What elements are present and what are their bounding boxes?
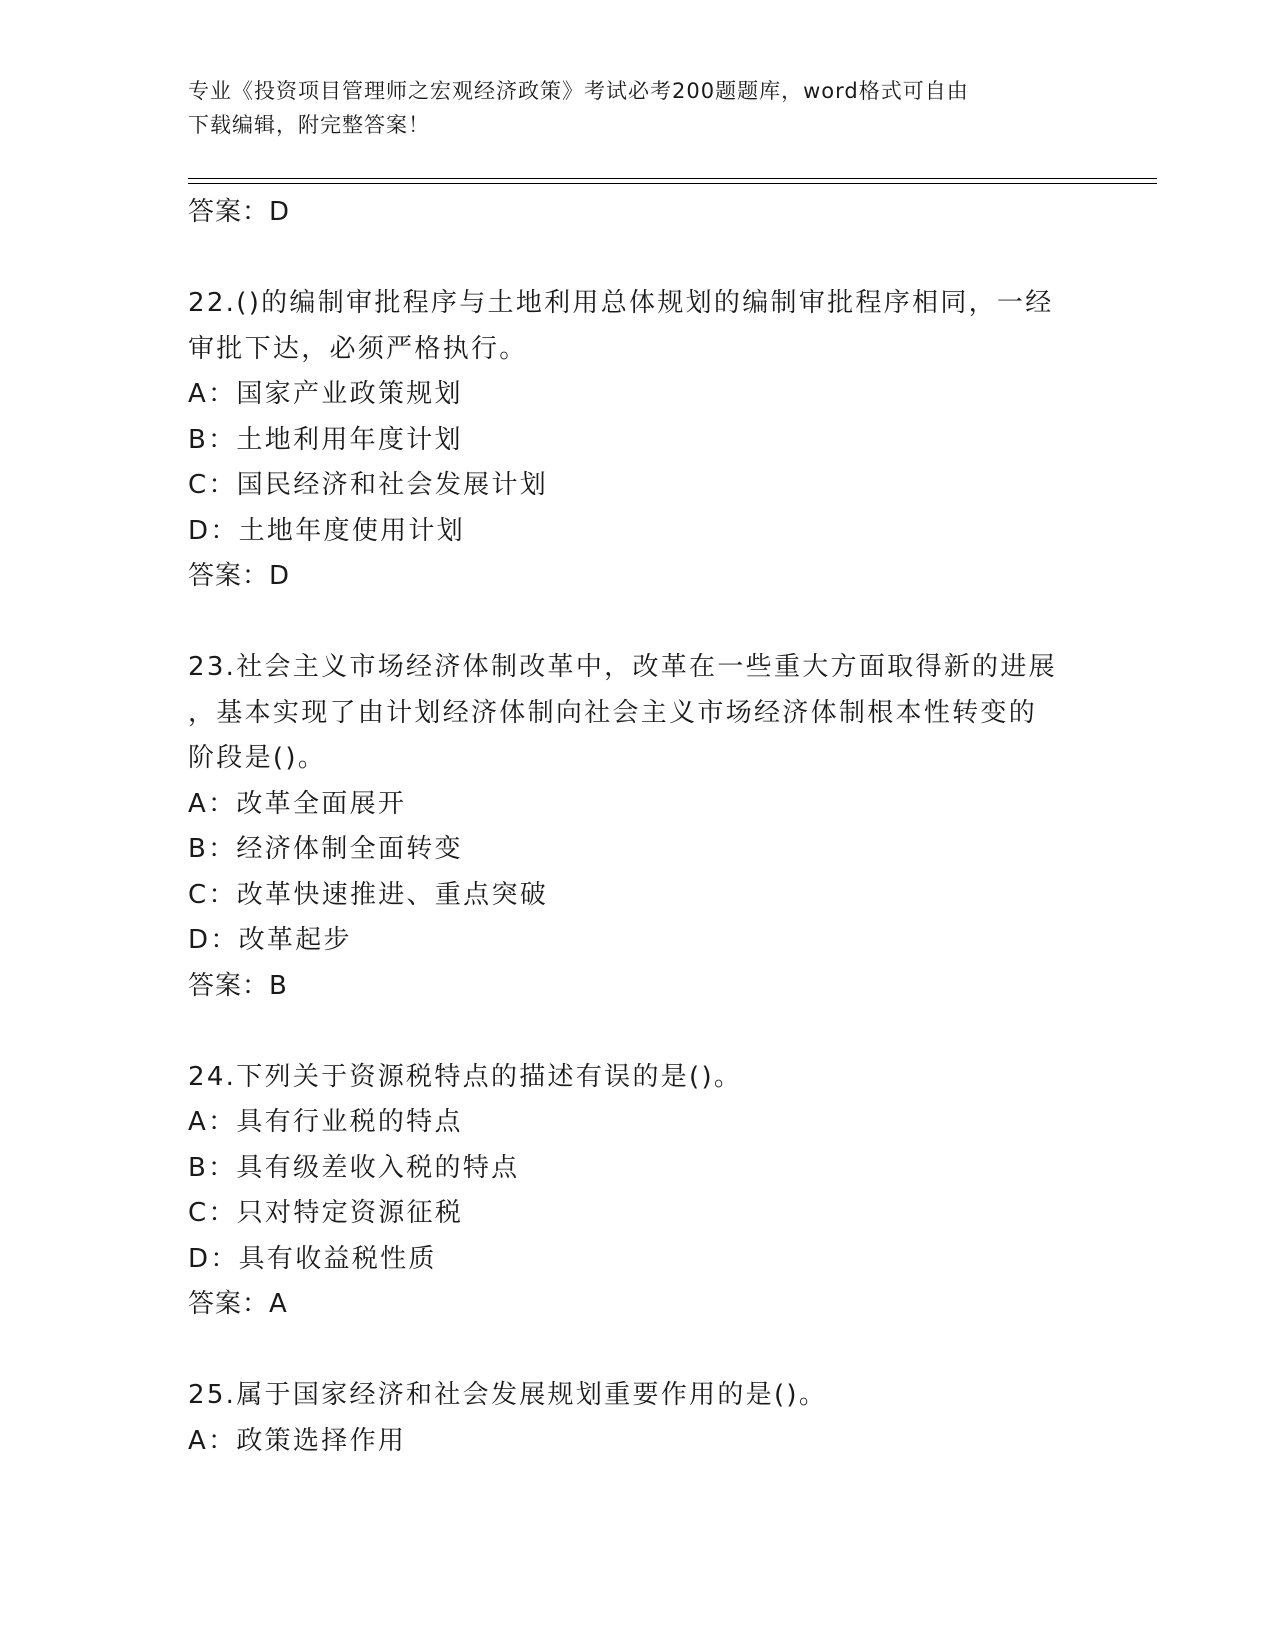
question-block (188, 1373, 1088, 1464)
spacer (188, 1009, 1088, 1055)
question-stem-line: 25.属于国家经济和社会发展规划重要作用的是()。 (188, 1380, 828, 1410)
question-stem-line: 23.社会主义市场经济体制改革中，改革在一些重大方面取得新的进展 (188, 652, 1057, 682)
header-line-1: 专业《投资项目管理师之宏观经济政策》考试必考200题题库，word格式可自由 (188, 79, 969, 103)
option-b: B：土地利用年度计划 (188, 424, 463, 455)
option-a: A：政策选择作用 (188, 1425, 407, 1456)
option-b: B：经济体制全面转变 (188, 834, 463, 864)
question-stem-line: 审批下达，必须严格执行。 (188, 333, 528, 364)
option-c: C：只对特定资源征税 (188, 1198, 464, 1228)
option-d: D：改革起步 (188, 925, 352, 955)
document-body (188, 190, 1088, 1464)
option-d: D：具有收益税性质 (188, 1243, 437, 1274)
question-block (188, 281, 1088, 600)
question-stem-line: 22.()的编制审批程序与土地利用总体规划的编制审批程序相同，一经 (188, 288, 1054, 318)
question-block (188, 1055, 1088, 1328)
question-stem-line: 阶段是()。 (188, 743, 327, 773)
option-a: A：改革全面展开 (188, 788, 407, 819)
option-c: C：改革快速推进、重点突破 (188, 879, 549, 910)
question-block (188, 645, 1088, 1009)
question-answer: 答案：B (188, 970, 288, 1001)
spacer (188, 1328, 1088, 1374)
header-divider-top (188, 178, 1157, 179)
previous-answer: 答案：D (188, 197, 291, 227)
option-a: A：国家产业政策规划 (188, 379, 463, 409)
header-line-2: 下载编辑，附完整答案！ (188, 113, 430, 137)
question-stem-line: 24.下列关于资源税特点的描述有误的是()。 (188, 1061, 743, 1092)
option-a: A：具有行业税的特点 (188, 1107, 463, 1137)
header-divider-bottom (188, 183, 1157, 184)
spacer (188, 600, 1088, 646)
option-d: D：土地年度使用计划 (188, 515, 466, 546)
question-answer: 答案：D (188, 561, 291, 591)
document-header (188, 74, 1068, 142)
spacer (188, 236, 1088, 282)
question-answer: 答案：A (188, 1289, 288, 1319)
option-b: B：具有级差收入税的特点 (188, 1152, 520, 1183)
question-stem-line: ，基本实现了由计划经济体制向社会主义市场经济体制根本性转变的 (188, 697, 1038, 728)
option-c: C：国民经济和社会发展计划 (188, 470, 549, 500)
